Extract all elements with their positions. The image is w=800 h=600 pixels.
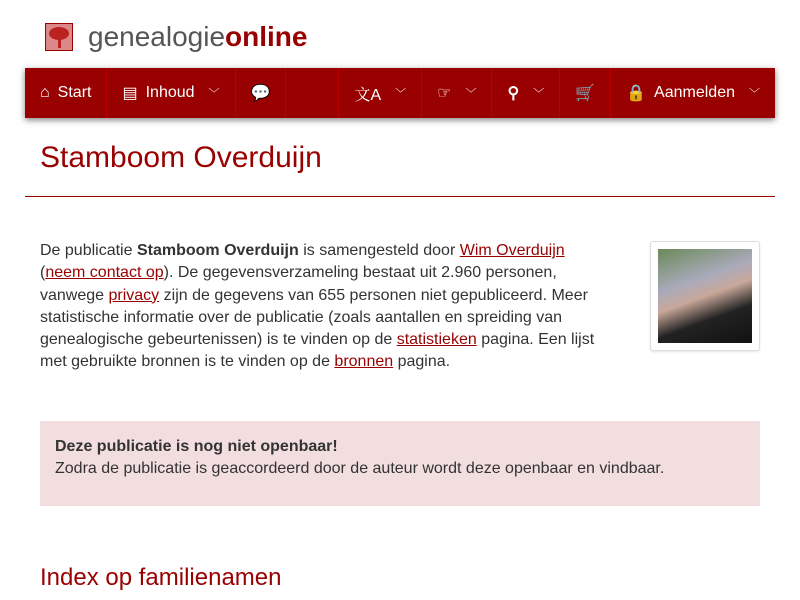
- contact-link[interactable]: neem contact op: [45, 264, 164, 282]
- chevron-down-icon: ﹀: [395, 88, 407, 100]
- chevron-down-icon: ﹀: [208, 88, 220, 100]
- cart-icon: 🛒: [575, 85, 596, 102]
- chevron-down-icon: ﹀: [749, 88, 760, 100]
- section-title: Index op familienamen: [40, 564, 282, 591]
- nav-login-label: Aanmelden: [654, 84, 735, 101]
- intro-text: De publicatie Stamboom Overduijn is samengesteld door Wim Overduijn (neem contact op). De gegevensverzameling bestaat uit 2.960 personen, vanwege privacy zijn de gegevens van 655 personen niet gepubliceerd. Meer statistische informatie over de publicatie (zoals aantallen en spreiding van genealogische gebeurtenissen) is te vinden op de statistieken pagina. Een lijst met gebruikte bronnen is te vinden op de bronnen pagina.: [40, 242, 595, 371]
- alert-title: Deze publicatie is nog niet openbaar!: [55, 438, 338, 455]
- nav-inhoud-label: Inhoud: [145, 84, 195, 101]
- nav-cart[interactable]: [559, 68, 610, 118]
- book-icon: ▤: [122, 85, 138, 102]
- author-photo: [650, 241, 760, 351]
- tree-logo-icon: [45, 23, 73, 51]
- nav-social[interactable]: [421, 68, 491, 118]
- alert-text: Zodra de publicatie is geaccordeerd door de auteur wordt deze openbaar en vindbaar.: [55, 460, 665, 477]
- privacy-link[interactable]: privacy: [108, 286, 160, 304]
- chevron-down-icon: ﹀: [533, 88, 545, 100]
- sources-link[interactable]: bronnen: [334, 353, 394, 371]
- search-icon: ⚲: [507, 85, 520, 102]
- translate-icon: 文A: [354, 86, 382, 104]
- nav-spacer: [286, 68, 338, 118]
- author-link[interactable]: Wim Overduijn: [459, 242, 565, 259]
- nav-forum[interactable]: [236, 68, 287, 118]
- not-public-alert: [40, 421, 760, 506]
- chevron-down-icon: ﹀: [465, 88, 477, 100]
- divider: [25, 196, 775, 197]
- comments-icon: 💬: [250, 85, 271, 102]
- nav-search[interactable]: [491, 68, 559, 118]
- nav-inhoud[interactable]: [107, 68, 235, 118]
- nav-login[interactable]: [610, 68, 775, 118]
- site-logo[interactable]: [45, 21, 307, 53]
- main-nav: [25, 68, 775, 118]
- page-title: Stamboom Overduijn: [40, 141, 322, 174]
- hand-point-icon: ☞: [437, 85, 452, 102]
- lock-icon: 🔒: [626, 85, 647, 102]
- statistics-link[interactable]: statistieken: [396, 331, 477, 349]
- home-icon: ⌂: [40, 84, 50, 101]
- nav-language[interactable]: [338, 68, 421, 118]
- nav-start-label: Start: [57, 84, 92, 101]
- nav-start[interactable]: [25, 68, 107, 118]
- brand-name: genealogieonline: [88, 21, 308, 52]
